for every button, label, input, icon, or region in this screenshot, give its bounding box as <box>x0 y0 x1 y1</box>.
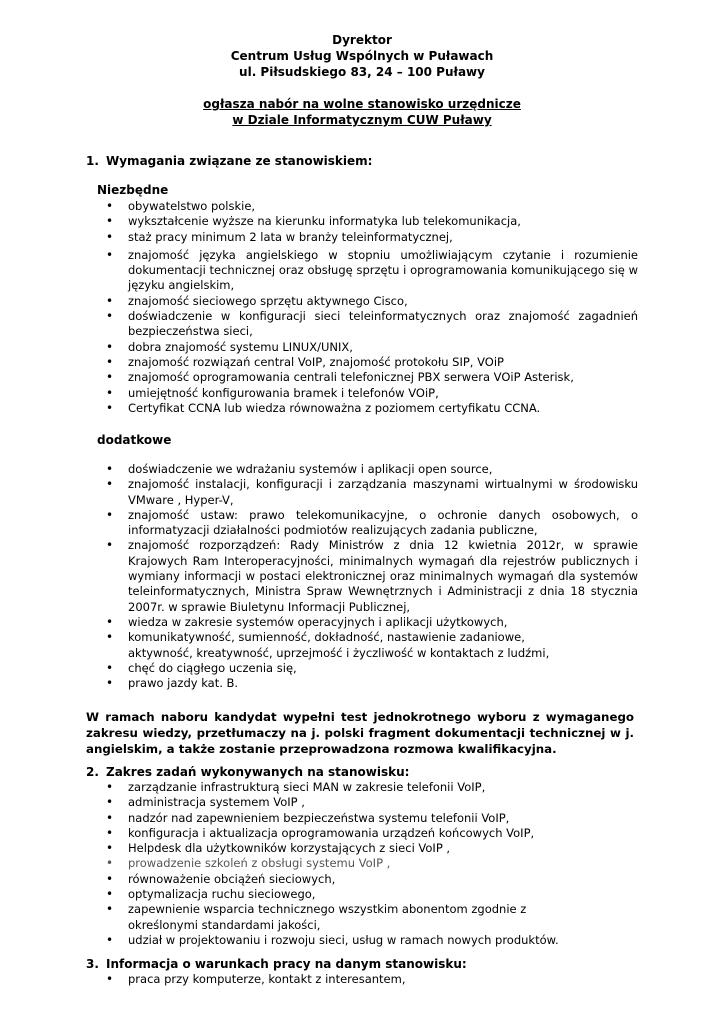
list-item: • znajomość ustaw: prawo telekomunikacyjne, o ochronie danych osobowych, o informatyzacji działalności podmiotów realizujących zadania publiczne, <box>128 508 638 539</box>
list-item: • konfiguracja i aktualizacja oprogramowania urządzeń końcowych VoIP, <box>128 826 638 841</box>
recruitment-note: W ramach naboru kandydat wypełni test jednokrotnego wyboru z wymaganego zakresu wiedzy, przetłumaczy na j. polski fragment dokumentacji technicznej w j. angielskim, a także zostanie przeprowadzona rozmowa kwalifikacyjna. <box>86 710 634 756</box>
list-item: • chęć do ciągłego uczenia się, <box>128 661 638 676</box>
header-address: ul. Piłsudskiego 83, 24 – 100 Puławy <box>239 65 485 79</box>
list-item: • staż pracy minimum 2 lata w branży teleinformatycznej, <box>128 230 638 245</box>
section-1-heading <box>86 154 372 169</box>
list-item: • znajomość instalacji, konfiguracji i zarządzania maszynami wirtualnymi w środowisku VMware , Hyper-V, <box>128 477 638 508</box>
list-item: • równoważenie obciążeń sieciowych, <box>128 872 638 887</box>
section-number: 1. <box>86 154 99 168</box>
list-item: • znajomość oprogramowania centrali telefonicznej PBX serwera VOiP Asterisk, <box>128 370 638 385</box>
list-item: • umiejętność konfigurowania bramek i telefonów VOiP, <box>128 386 638 401</box>
list-item: • prowadzenie szkoleń z obsługi systemu VoIP , <box>128 856 638 871</box>
list-item: • dobra znajomość systemu LINUX/UNIX, <box>128 340 638 355</box>
section-2-heading <box>86 765 409 780</box>
list-item: • wykształcenie wyższe na kierunku informatyka lub telekomunikacja, <box>128 214 638 229</box>
header-institution: Centrum Usług Wspólnych w Puławach <box>230 49 494 63</box>
section-number: 2. <box>86 765 99 779</box>
document-header <box>0 32 724 80</box>
section-title: Wymagania związane ze stanowiskiem: <box>106 154 373 168</box>
list-item: • Certyfikat CCNA lub wiedza równoważna z poziomem certyfikatu CCNA. <box>128 401 638 416</box>
list-item: • doświadczenie we wdrażaniu systemów i aplikacji open source, <box>128 462 638 477</box>
list-item: • optymalizacja ruchu sieciowego, <box>128 887 638 902</box>
required-list <box>128 199 638 416</box>
list-item: • zarządzanie infrastrukturą sieci MAN w zakresie telefonii VoIP, <box>128 780 638 795</box>
list-item: • znajomość rozwiązań central VoIP, znajomość protokołu SIP, VOiP <box>128 355 638 370</box>
required-subheading: Niezbędne <box>97 183 169 197</box>
list-item: • wiedza w zakresie systemów operacyjnych i aplikacji użytkowych, <box>128 615 638 630</box>
list-item: • praca przy komputerze, kontakt z interesantem, <box>128 972 638 987</box>
section-title: Informacja o warunkach pracy na danym stanowisku: <box>106 957 467 971</box>
list-item: • znajomość sieciowego sprzętu aktywnego Cisco, <box>128 294 638 309</box>
tasks-list <box>128 780 638 948</box>
section-number: 3. <box>86 957 99 971</box>
header-director: Dyrektor <box>332 33 392 47</box>
section-title: Zakres zadań wykonywanych na stanowisku: <box>106 765 410 779</box>
title-line-2: w Dziale Informatycznym CUW Puławy <box>232 113 492 127</box>
list-item: • nadzór nad zapewnieniem bezpieczeństwa systemu telefonii VoIP, <box>128 811 638 826</box>
list-item: • znajomość języka angielskiego w stopniu umożliwiającym czytanie i rozumienie dokumentacji technicznej oraz obsługę sprzętu i oprogramowania komunikującego się w języku angielskim, <box>128 248 638 294</box>
list-item: • zapewnienie wsparcia technicznego wszystkim abonentom zgodnie z określonymi standardami jakości, <box>128 902 588 933</box>
list-item: • komunikatywność, sumienność, dokładność, nastawienie zadaniowe, aktywność, kreatywność, uprzejmość i życzliwość w kontaktach z ludźmi, <box>128 630 568 661</box>
list-item: • udział w projektowaniu i rozwoju sieci, usług w ramach nowych produktów. <box>128 933 638 948</box>
document-title <box>0 96 724 128</box>
list-item: • obywatelstwo polskie, <box>128 199 638 214</box>
section-3-heading <box>86 957 467 972</box>
list-item: • prawo jazdy kat. B. <box>128 676 638 691</box>
list-item: • administracja systemem VoIP , <box>128 795 638 810</box>
list-item: • Helpdesk dla użytkowników korzystających z sieci VoIP , <box>128 841 638 856</box>
list-item: • doświadczenie w konfiguracji sieci teleinformatycznych oraz znajomość zagadnień bezpieczeństwa sieci, <box>128 309 638 340</box>
conditions-list <box>128 972 638 987</box>
list-item: • znajomość rozporządzeń: Rady Ministrów z dnia 12 kwietnia 2012r, w sprawie Krajowych Ram Interoperacyjności, minimalnych wymagań dla rejestrów publicznych i wymiany informacji w postaci elektronicznej oraz minimalnych wymagań dla systemów teleinformatycznych, Ministra Spraw Wewnętrznych i Administracji z dnia 18 stycznia 2007r. w sprawie Biuletynu Informacji Publicznej, <box>128 538 638 614</box>
title-line-1: ogłasza nabór na wolne stanowisko urzędnicze <box>203 97 521 111</box>
additional-list <box>128 462 638 691</box>
additional-subheading: dodatkowe <box>97 433 172 447</box>
